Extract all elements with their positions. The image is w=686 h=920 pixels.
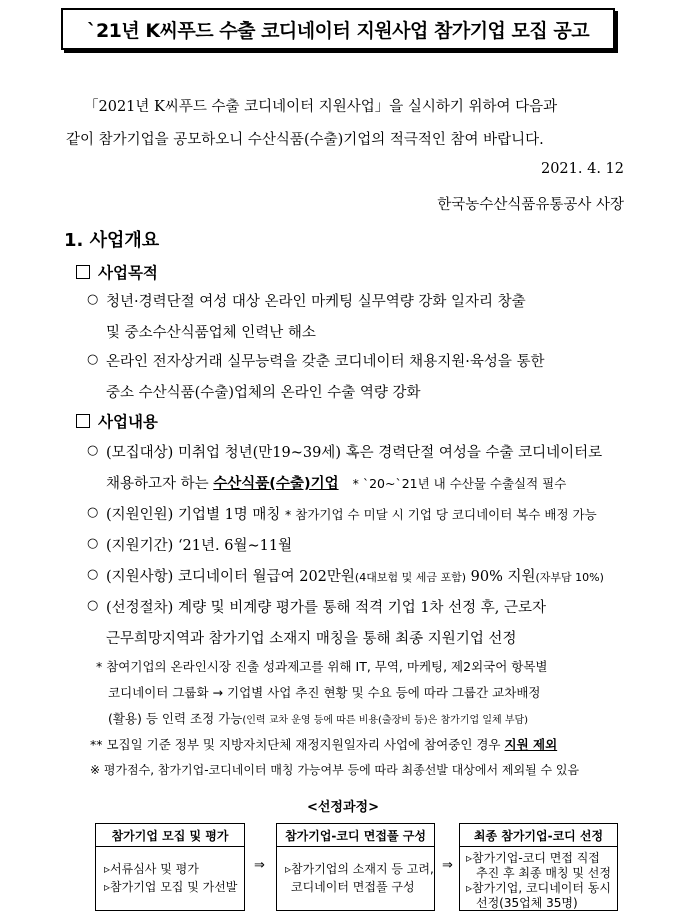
checkbox-square-icon: [76, 265, 90, 279]
process-step-2-item: ▹참가기업의 소재지 등 고려,: [285, 862, 434, 876]
personnel-note: * 참가기업 수 미달 시 기업 당 코디네이터 복수 배정 가능: [285, 507, 597, 522]
content-heading: 사업내용: [76, 410, 158, 432]
circle-bullet-icon: ○: [87, 443, 99, 458]
circle-bullet-icon: ○: [87, 352, 99, 367]
circle-bullet-icon: ○: [87, 598, 99, 613]
procedure-line-1: (선정절차) 계량 및 비계량 평가를 통해 적격 기업 1차 선정 후, 근로자: [106, 600, 547, 616]
section-heading: 1. 사업개요: [64, 230, 160, 251]
note-1-line-1: * 참여기업의 온라인시장 진출 성과제고를 위해 IT, 무역, 마케팅, 제2외국어 항목별: [96, 659, 548, 674]
target-emphasis: 수산식품(수출)기업: [213, 476, 339, 492]
note-2: ** 모집일 기준 정부 및 지방자치단체 재정지원일자리 사업에 참여중인 경우 지원 제외: [90, 737, 558, 752]
circle-bullet-icon: ○: [87, 292, 99, 307]
purpose-item-1-line-1: 청년·경력단절 여성 대상 온라인 마케팅 실무역량 강화 일자리 창출: [106, 294, 526, 310]
process-step-3-item: 선정(35업체 35명): [476, 896, 578, 910]
process-step-3-item: ▹참가기업-코디 면접 직접: [466, 851, 600, 865]
purpose-item-1-line-2: 및 중소수산식품업체 인력난 해소: [106, 325, 316, 341]
intro-line-2: 같이 참가기업을 공모하오니 수산식품(수출)기업의 적극적인 참여 바랍니다.: [66, 132, 544, 148]
target-line-2: 채용하고자 하는 수산식품(수출)기업 * `20~`21년 내 수산물 수출실적 필수: [106, 476, 567, 492]
process-step-1-title: 참가기업 모집 및 평가: [96, 824, 244, 847]
process-step-1: [95, 823, 245, 911]
procedure-line-2: 근무희망지역과 참가기업 소재지 매칭을 통해 최종 지원기업 선정: [106, 631, 517, 647]
process-step-3-item: ▹참가기업, 코디네이터 동시: [466, 881, 611, 895]
exclusion-emphasis: 지원 제외: [504, 737, 558, 752]
issuing-org: 한국농수산식품유통공사 사장: [437, 197, 624, 213]
arrow-right-icon: ⇒: [254, 858, 265, 873]
checkbox-square-icon: [76, 414, 90, 428]
circle-bullet-icon: ○: [87, 536, 99, 551]
target-line-1: (모집대상) 미취업 청년(만19~39세) 혹은 경력단절 여성을 수출 코디네이터로: [106, 445, 603, 461]
process-step-3: [459, 823, 618, 911]
period-line: (지원기간) ‘21년. 6월∼11월: [106, 538, 293, 554]
process-step-2: [276, 823, 435, 911]
intro-line-1: 「2021년 K씨푸드 수출 코디네이터 지원사업」을 실시하기 위하여 다음과: [84, 99, 558, 115]
circle-bullet-icon: ○: [87, 505, 99, 520]
note-3: ※ 평가점수, 참가기업-코디네이터 매칭 가능여부 등에 따라 최종선발 대상에서 제외될 수 있음: [90, 763, 580, 777]
process-step-2-item: 코디네이터 면접풀 구성: [291, 880, 415, 894]
circle-bullet-icon: ○: [87, 567, 99, 582]
support-line: (지원사항) 코디네이터 월급여 202만원(4대보험 및 세금 포함) 90% 지원(자부담 10%): [106, 569, 604, 585]
process-title: <선정과정>: [306, 800, 380, 815]
process-step-3-item: 추진 후 최종 매칭 및 선정: [476, 866, 611, 880]
purpose-item-2-line-2: 중소 수산식품(수출)업체의 온라인 수출 역량 강화: [106, 385, 421, 401]
purpose-heading: 사업목적: [76, 261, 158, 283]
target-note: * `20~`21년 내 수산물 수출실적 필수: [352, 476, 567, 491]
arrow-right-icon: ⇒: [442, 858, 453, 873]
note-1-line-3: (활용) 등 인력 조정 가능(인력 교차 운영 등에 따른 비용(출장비 등)은 참가기업 일체 부담): [108, 711, 529, 726]
process-step-1-item: ▹참가기업 모집 및 가선발: [104, 880, 238, 894]
purpose-item-2-line-1: 온라인 전자상거래 실무능력을 갖춘 코디네이터 채용지원·육성을 통한: [106, 354, 545, 370]
process-step-1-item: ▹서류심사 및 평가: [104, 862, 199, 876]
personnel-line: (지원인원) 기업별 1명 매칭 * 참가기업 수 미달 시 기업 당 코디네이터 복수 배정 가능: [106, 507, 597, 523]
process-step-3-title: 최종 참가기업-코디 선정: [460, 824, 617, 847]
note-1-line-2: 코디네이터 그룹화 → 기업별 사업 추진 현황 및 수요 등에 따라 그룹간 교차배정: [108, 685, 541, 700]
notice-date: 2021. 4. 12: [540, 161, 624, 177]
process-step-2-title: 참가기업-코디 면접풀 구성: [277, 824, 434, 847]
notice-title: `21년 K씨푸드 수출 코디네이터 지원사업 참가기업 모집 공고: [61, 8, 615, 50]
